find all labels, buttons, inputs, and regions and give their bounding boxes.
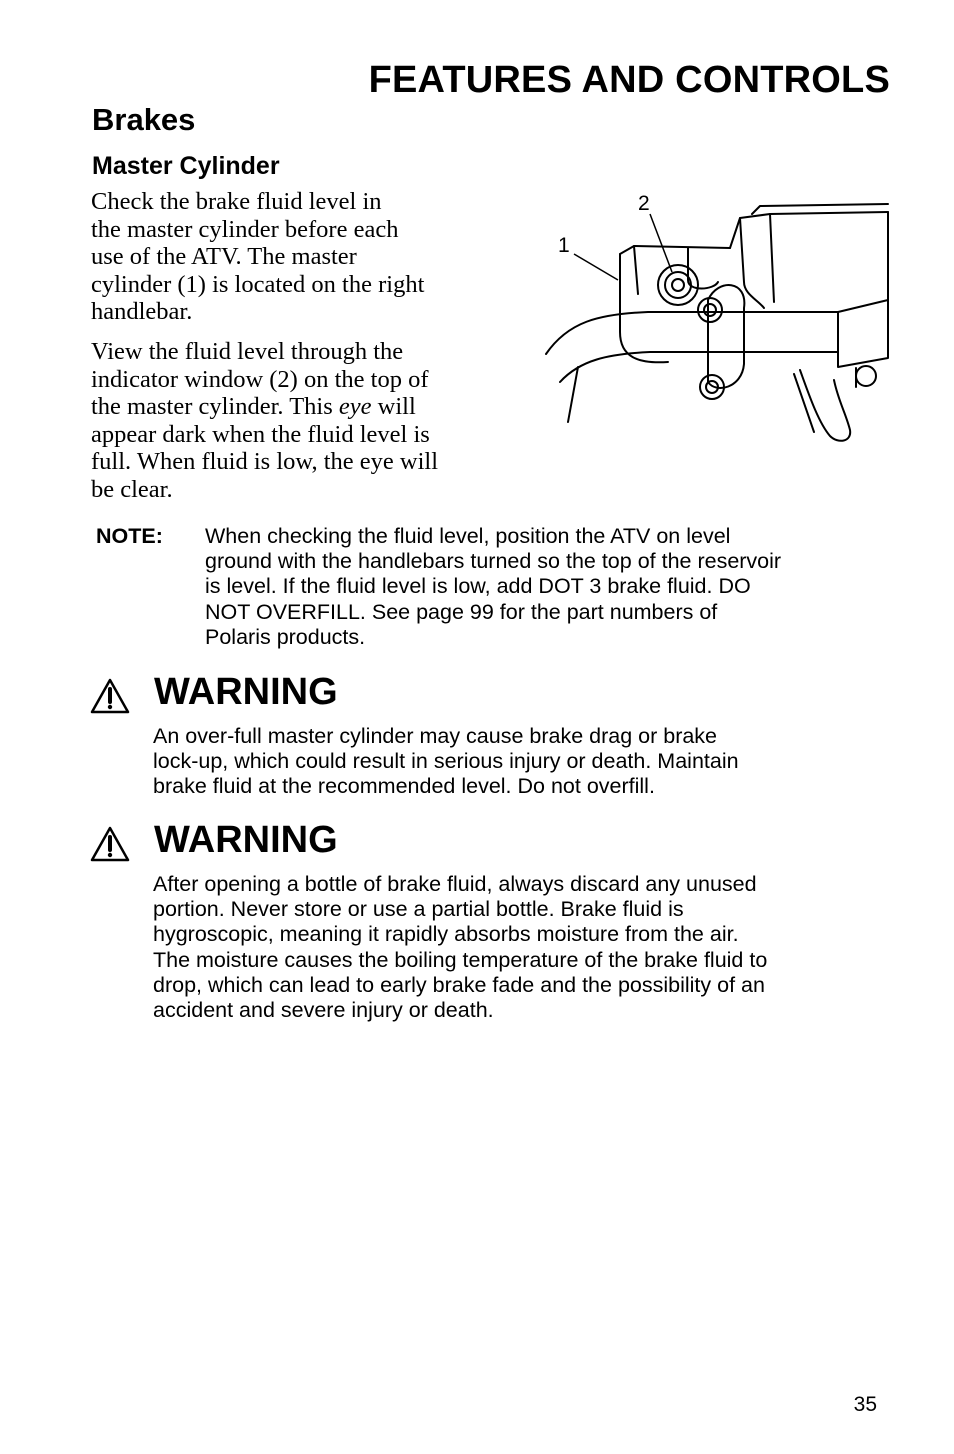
warning-heading: [90, 818, 490, 866]
callout-1: 1: [558, 234, 570, 257]
warning-body: [153, 872, 893, 1023]
page-number: 35: [853, 1393, 877, 1416]
paragraph-text: will: [371, 393, 416, 421]
subsection-title: Master Cylinder: [92, 152, 280, 180]
section-title: Brakes: [92, 102, 196, 137]
warning-line: hygroscopic, meaning it rapidly absorbs moisture from the air.: [153, 922, 739, 947]
master-cylinder-location-paragraph: [91, 188, 511, 326]
paragraph-line: [91, 393, 511, 421]
warning-line: portion. Never store or use a partial bottle. Brake fluid is: [153, 897, 684, 922]
warning-body: [153, 724, 893, 800]
paragraph-line: cylinder (1) is located on the right: [91, 270, 425, 298]
note-line: NOT OVERFILL. See page 99 for the part numbers of: [205, 599, 718, 624]
warning-line: An over-full master cylinder may cause brake drag or brake: [153, 724, 718, 748]
paragraph-line: appear dark when the fluid level is: [91, 420, 430, 448]
warning-title: WARNING: [154, 671, 338, 713]
paragraph-line: Check the brake fluid level in: [91, 188, 382, 215]
paragraph-line: be clear.: [91, 475, 173, 503]
warning-line: lock-up, which could result in serious injury or death. Maintain: [153, 749, 739, 774]
note-line: When checking the fluid level, position the ATV on level: [205, 524, 731, 548]
note-line: Polaris products.: [205, 624, 366, 649]
warning-line: The moisture causes the boiling temperature of the brake fluid to: [153, 947, 768, 972]
note-line: ground with the handlebars turned so the top of the reservoir: [205, 549, 782, 574]
paragraph-line: indicator window (2) on the top of: [91, 365, 429, 393]
callout-2: 2: [638, 192, 650, 215]
fluid-level-paragraph: [91, 338, 511, 504]
warning-line: brake fluid at the recommended level. Do not overfill.: [153, 774, 655, 799]
warning-triangle-icon: [90, 826, 130, 862]
paragraph-line: View the fluid level through the: [91, 338, 404, 365]
eye-emphasis: eye: [338, 393, 372, 421]
paragraph-line: full. When fluid is low, the eye will: [91, 448, 439, 476]
paragraph-line: the master cylinder before each: [91, 215, 399, 243]
warning-line: drop, which can lead to early brake fade and the possibility of an: [153, 972, 765, 997]
paragraph-text: the master cylinder. This: [91, 393, 339, 421]
warning-line: After opening a bottle of brake fluid, always discard any unused: [153, 872, 757, 896]
paragraph-line: use of the ATV. The master: [91, 243, 357, 271]
paragraph-line: handlebar.: [91, 298, 193, 326]
note-label: NOTE:: [96, 524, 163, 548]
master-cylinder-illustration: [538, 182, 894, 452]
chapter-title: FEATURES AND CONTROLS: [368, 59, 890, 101]
warning-triangle-icon: [90, 678, 130, 714]
note-line: is level. If the fluid level is low, add DOT 3 brake fluid. DO: [205, 574, 751, 599]
note-body: [205, 524, 781, 650]
warning-heading: [90, 670, 490, 718]
warning-line: accident and severe injury or death.: [153, 998, 494, 1023]
warning-title: WARNING: [154, 819, 338, 861]
